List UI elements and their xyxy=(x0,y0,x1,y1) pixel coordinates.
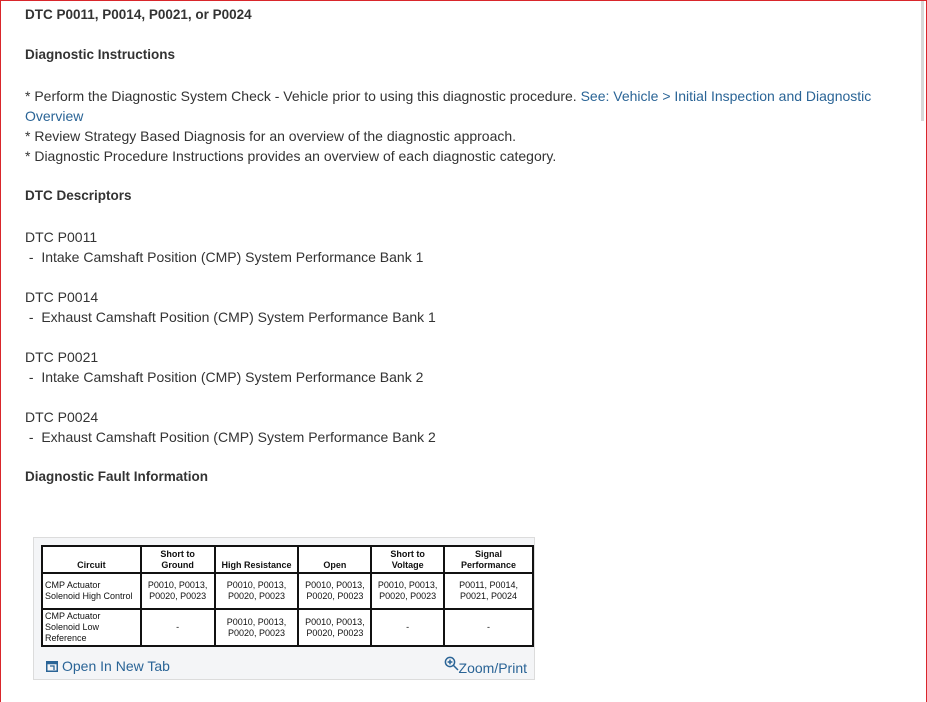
table-cell: - xyxy=(141,609,215,646)
descriptors-heading: DTC Descriptors xyxy=(25,188,132,203)
column-header: High Resistance xyxy=(215,546,299,573)
scrollbar-thumb[interactable] xyxy=(921,1,924,121)
dtc-code: DTC P0021 xyxy=(25,349,99,365)
table-cell: - xyxy=(371,609,444,646)
page-title: DTC P0011, P0014, P0021, or P0024 xyxy=(25,7,252,22)
table-cell: - xyxy=(444,609,533,646)
table-cell: P0010, P0013, P0020, P0023 xyxy=(215,573,299,609)
table-cell: P0010, P0013, P0020, P0023 xyxy=(141,573,215,609)
dtc-description: - Exhaust Camshaft Position (CMP) System Performance Bank 1 xyxy=(25,309,436,325)
dtc-description: - Intake Camshaft Position (CMP) System Performance Bank 1 xyxy=(25,249,424,265)
instructions-heading: Diagnostic Instructions xyxy=(25,47,176,62)
table-cell: P0010, P0013, P0020, P0023 xyxy=(215,609,299,646)
fault-info-heading: Diagnostic Fault Information xyxy=(25,469,209,484)
open-in-new-tab-button[interactable] xyxy=(46,658,170,674)
fault-table xyxy=(41,545,534,647)
instruction-item: * Diagnostic Procedure Instructions provides an overview of each diagnostic category. xyxy=(25,148,557,164)
column-header: Circuit xyxy=(42,546,141,573)
zoom-print-label: Zoom/Print xyxy=(458,660,527,676)
zoom-print-button[interactable] xyxy=(444,656,527,676)
open-in-new-tab-label: Open In New Tab xyxy=(62,658,170,674)
column-header: Short to Ground xyxy=(141,546,215,573)
dtc-code: DTC P0014 xyxy=(25,289,99,305)
instruction-item xyxy=(25,86,895,126)
table-cell: P0010, P0013, P0020, P0023 xyxy=(371,573,444,609)
open-new-tab-icon xyxy=(46,661,58,672)
dtc-description: - Exhaust Camshaft Position (CMP) System Performance Bank 2 xyxy=(25,429,436,445)
column-header: Signal Performance xyxy=(444,546,533,573)
table-cell: CMP Actuator Solenoid High Control xyxy=(42,573,141,609)
table-cell: CMP Actuator Solenoid Low Reference xyxy=(42,609,141,646)
table-row xyxy=(42,573,533,609)
dtc-code: DTC P0024 xyxy=(25,409,99,425)
table-row xyxy=(42,609,533,646)
instruction-item: * Review Strategy Based Diagnosis for an overview of the diagnostic approach. xyxy=(25,128,517,144)
table-cell: P0010, P0013, P0020, P0023 xyxy=(298,573,371,609)
initial-inspection-link[interactable]: See: Vehicle > Initial Inspection and Diagnostic Overview xyxy=(25,88,872,124)
table-header-row xyxy=(42,546,533,573)
table-cell: P0011, P0014, P0021, P0024 xyxy=(444,573,533,609)
column-header: Short to Voltage xyxy=(371,546,444,573)
magnifier-plus-icon xyxy=(444,656,459,671)
fault-table-figure xyxy=(33,537,535,680)
table-cell: P0010, P0013, P0020, P0023 xyxy=(298,609,371,646)
dtc-code: DTC P0011 xyxy=(25,229,98,245)
instruction-text: * Perform the Diagnostic System Check - Vehicle prior to using this diagnostic procedure. xyxy=(25,88,577,104)
dtc-description: - Intake Camshaft Position (CMP) System Performance Bank 2 xyxy=(25,369,424,385)
column-header: Open xyxy=(298,546,371,573)
